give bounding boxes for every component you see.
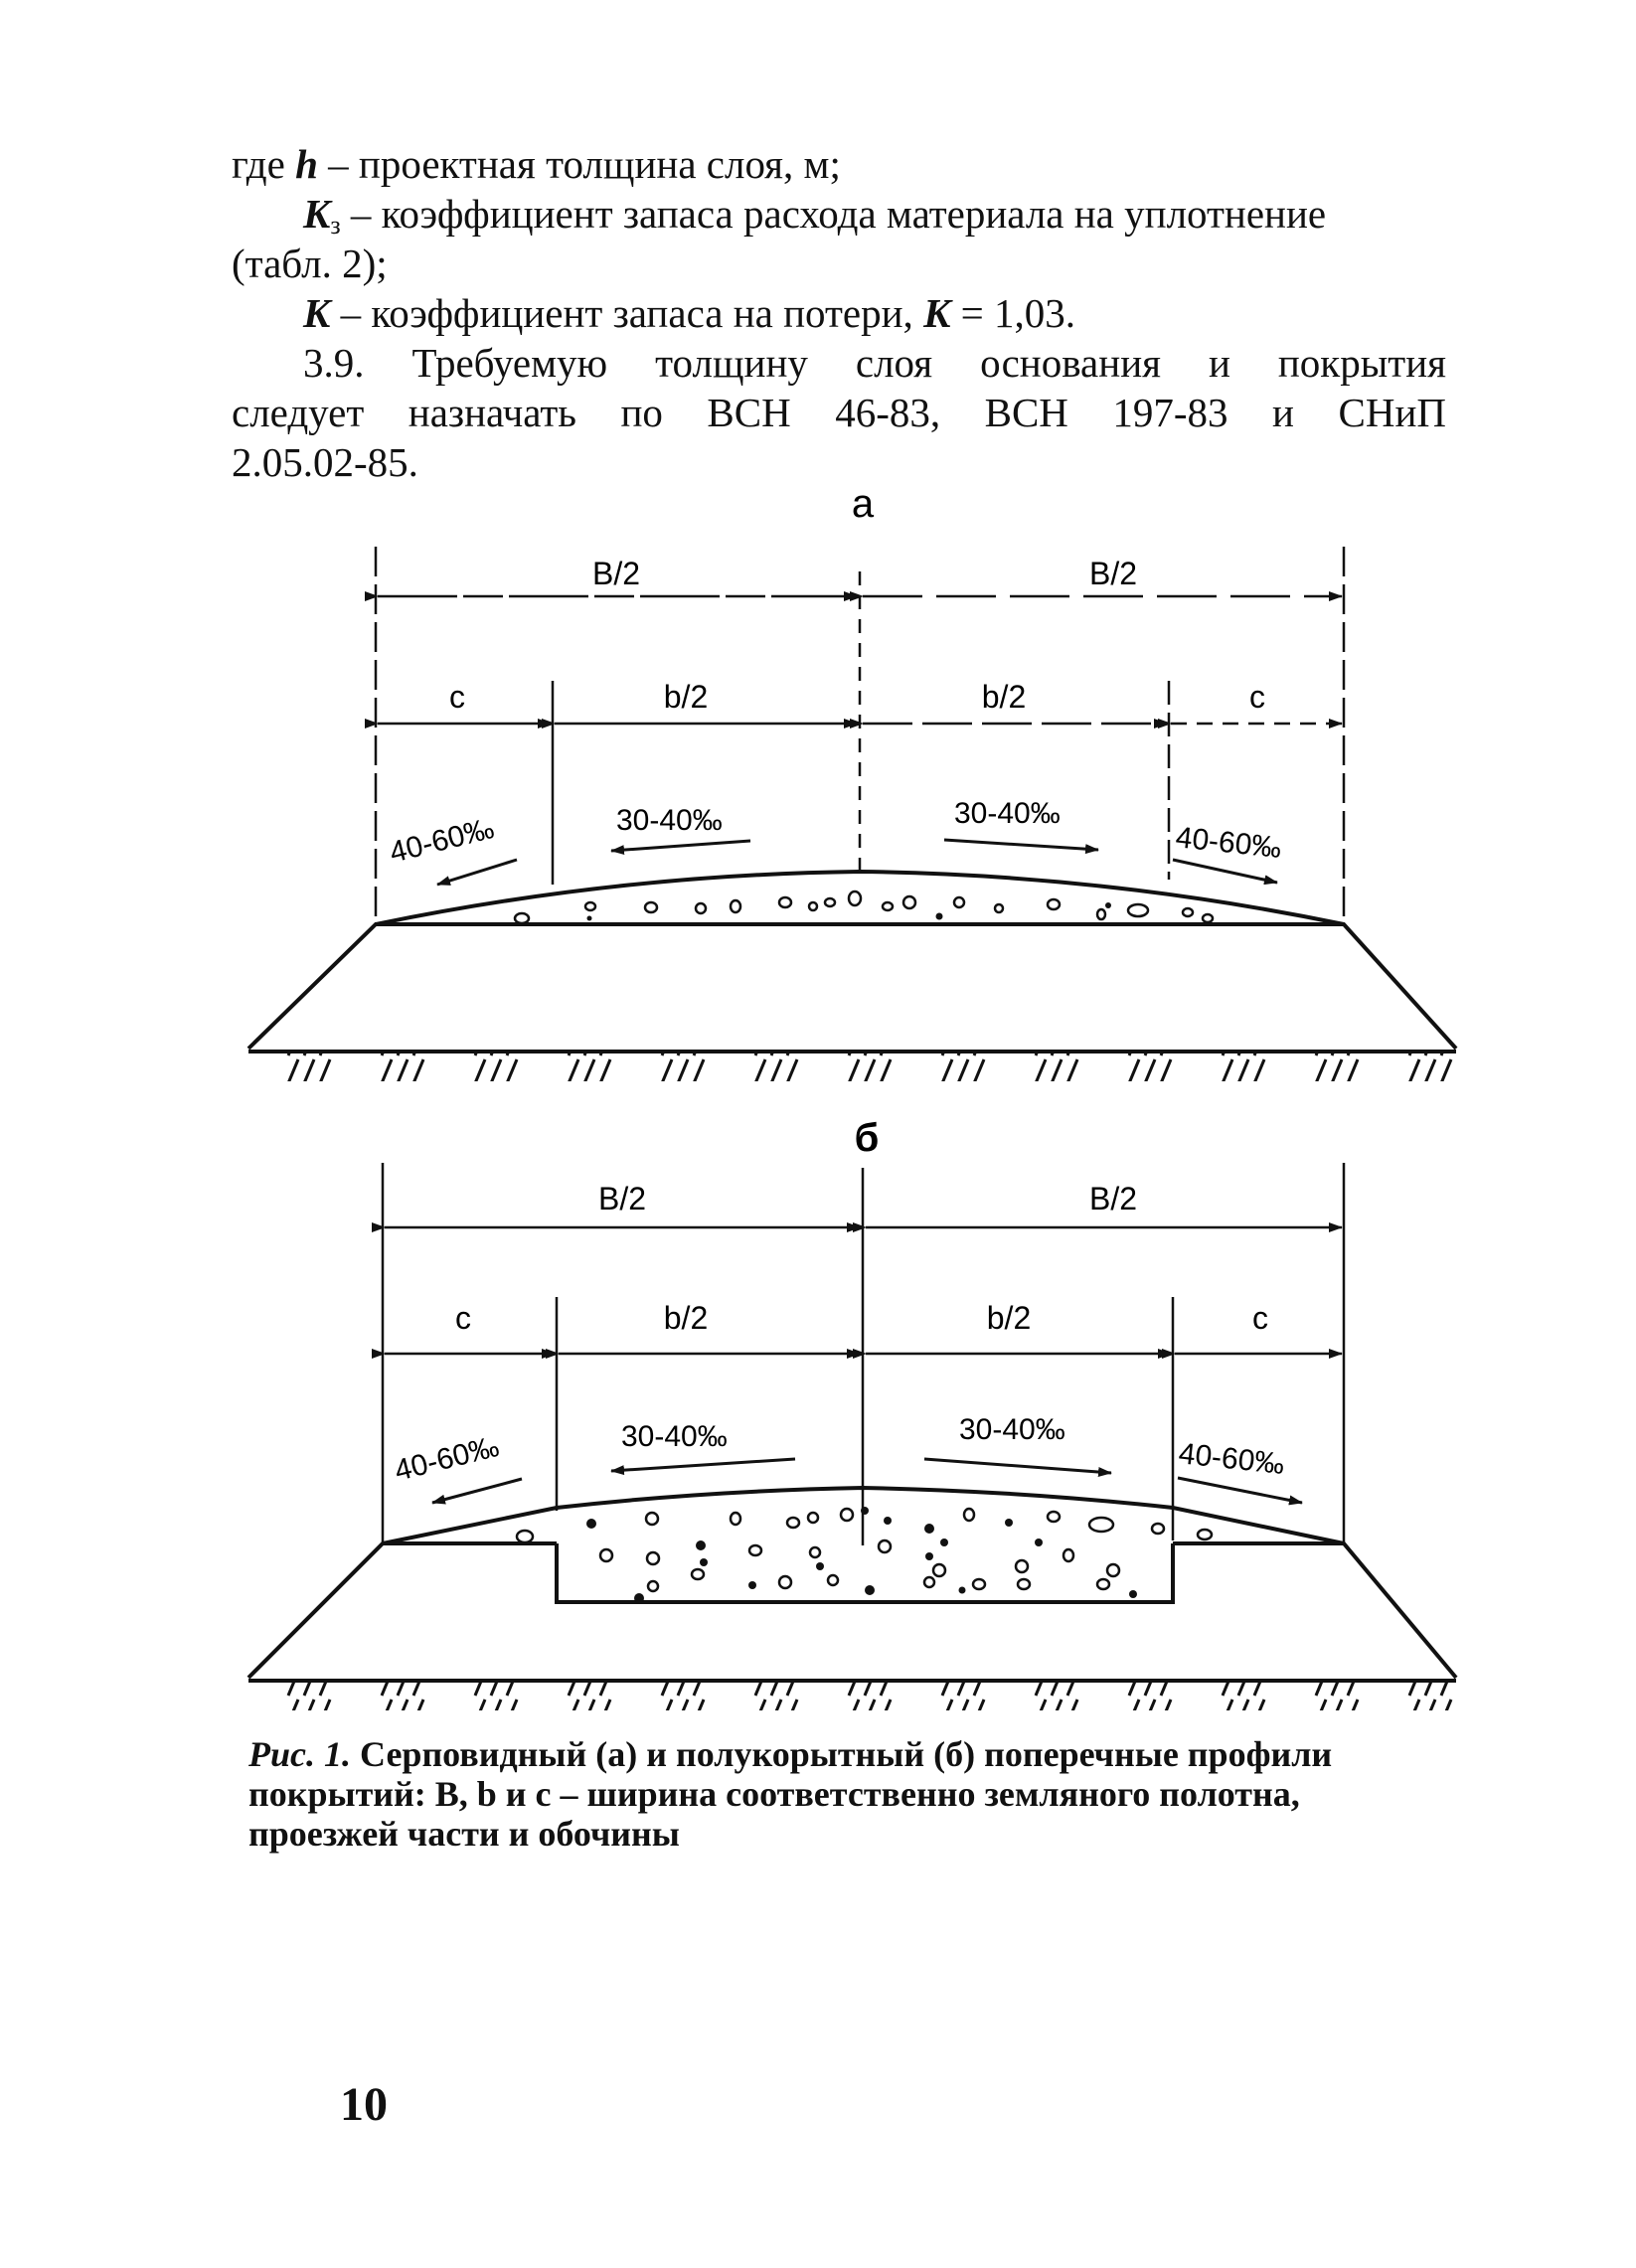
figure-b-dim-B-left: B/2 bbox=[597, 1181, 647, 1216]
caption-line-3: проезжей части и обочины bbox=[248, 1814, 680, 1854]
text-fragment: = 1,03. bbox=[950, 290, 1076, 336]
figure-b-dim-c-left: c bbox=[455, 1300, 471, 1336]
variable-h: h bbox=[295, 141, 318, 187]
variable-k: K bbox=[303, 191, 331, 237]
caption-text: Серповидный (а) и полукорытный (б) поперечные профили bbox=[351, 1734, 1333, 1774]
figure-a-aggregate-dots bbox=[587, 902, 1112, 921]
caption-line-1 bbox=[248, 1734, 1411, 1774]
figure-a-slope-road-right: 30-40‰ bbox=[954, 797, 1061, 830]
figure-b-slope-shoulder-right: 40-60‰ bbox=[1177, 1437, 1286, 1482]
figure-b-dim-c-right: c bbox=[1252, 1300, 1268, 1336]
paragraph-3-9-line3: 2.05.02-85. bbox=[232, 439, 418, 485]
figure-b-trough bbox=[557, 1543, 1173, 1602]
figure-a-dim-b-left: b/2 bbox=[663, 679, 709, 715]
text-fragment: – проектная толщина слоя, м; bbox=[317, 141, 841, 187]
variable-k: K bbox=[303, 290, 331, 336]
text-fragment: где bbox=[232, 141, 296, 187]
figure-a-dim-B-left: B/2 bbox=[591, 556, 641, 591]
variable-subscript: з bbox=[330, 211, 341, 240]
caption-line-2: покрытий: B, b и c – ширина соответственно земляного полотна, bbox=[248, 1774, 1300, 1814]
figure-b-dim-b-left: b/2 bbox=[663, 1300, 709, 1336]
figure-a-slope-arrows bbox=[437, 840, 1277, 885]
figure-a-label: а bbox=[851, 482, 875, 526]
figure-a bbox=[248, 482, 1456, 1081]
figure-a-dim-b-right: b/2 bbox=[981, 679, 1027, 715]
paragraph-3-9-line2: следует назначать по ВСН 46-83, ВСН 197-83 и СНиП bbox=[232, 390, 1446, 435]
figure-a-slope-shoulder-right: 40-60‰ bbox=[1174, 821, 1283, 866]
variable-k: K bbox=[923, 290, 951, 336]
figure-a-dim-c-right: c bbox=[1249, 679, 1265, 715]
caption-label: Рис. 1. bbox=[248, 1734, 351, 1774]
figure-a-ground-hatch bbox=[248, 1053, 1456, 1081]
text-fragment: – коэффициент запаса расхода материала на уплотнение bbox=[340, 191, 1327, 237]
figure-b-label: б bbox=[854, 1116, 880, 1160]
figure-a-slope-road-left: 30-40‰ bbox=[616, 804, 723, 837]
figure-b-aggregate bbox=[517, 1509, 1212, 1591]
page-number: 10 bbox=[340, 2078, 388, 2131]
figure-b-slope-shoulder-left: 40-60‰ bbox=[391, 1429, 503, 1488]
figure-b-slope-road-right: 30-40‰ bbox=[959, 1413, 1065, 1446]
figure-b-embankment bbox=[248, 1543, 1456, 1678]
figure-b bbox=[248, 1116, 1456, 1710]
figure-b-dim-B-right: B/2 bbox=[1088, 1181, 1138, 1216]
figure-caption bbox=[248, 1734, 1411, 1854]
figure-b-ground-hatch bbox=[248, 1683, 1456, 1710]
figure-b-slope-road-left: 30-40‰ bbox=[621, 1420, 728, 1453]
figure-a-dim-B-right: B/2 bbox=[1088, 556, 1138, 591]
figure-a-slope-shoulder-left: 40-60‰ bbox=[386, 811, 498, 870]
figure-a-dim-c-left: c bbox=[449, 679, 465, 715]
figure-a-extension-lines bbox=[376, 547, 1344, 916]
paragraph-3-9-line1: 3.9. Требуемую толщину слоя основания и покрытия bbox=[303, 340, 1446, 386]
text-fragment: – коэффициент запаса на потери, bbox=[330, 290, 924, 336]
figure-b-dim-b-right: b/2 bbox=[986, 1300, 1032, 1336]
definition-k3-cont: (табл. 2); bbox=[232, 241, 388, 286]
figure-a-embankment bbox=[248, 924, 1456, 1049]
